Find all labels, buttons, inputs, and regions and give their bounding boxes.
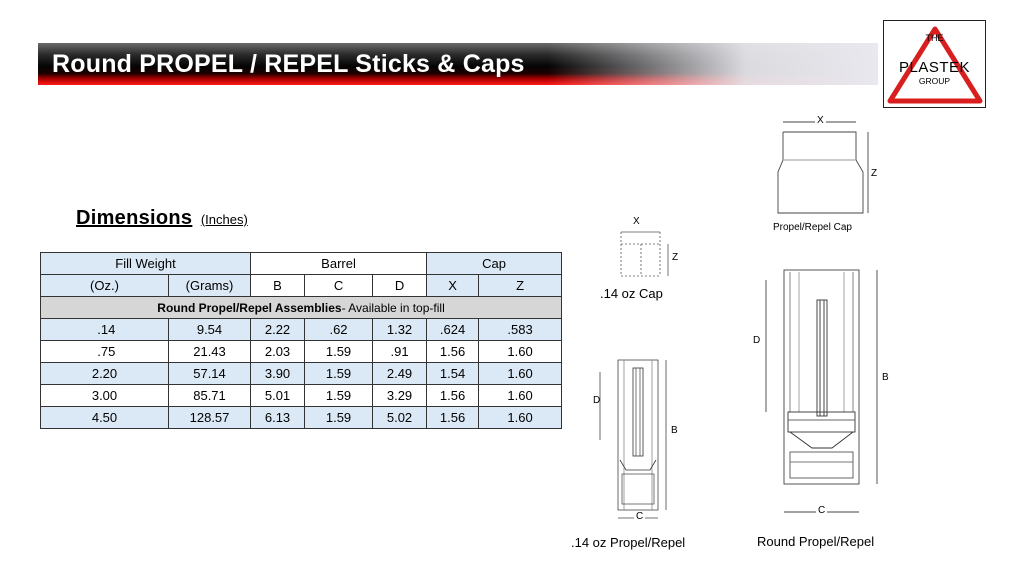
table-cell: 6.13: [251, 407, 305, 429]
small-cap-caption: .14 oz Cap: [600, 286, 663, 301]
round-cap-z-label: Z: [871, 168, 878, 179]
table-cell: 1.59: [305, 407, 373, 429]
table-cell: 1.60: [479, 341, 562, 363]
table-cell: 21.43: [169, 341, 251, 363]
b-header: B: [251, 275, 305, 297]
table-cell: 1.60: [479, 407, 562, 429]
table-cell: 5.02: [373, 407, 427, 429]
round-stick-d-label: D: [753, 335, 761, 346]
small-cap-drawing: [621, 232, 668, 276]
small-stick-d-label: D: [593, 395, 601, 406]
table-cell: .75: [41, 341, 169, 363]
cap-header: Cap: [427, 253, 562, 275]
barrel-header: Barrel: [251, 253, 427, 275]
table-cell: 2.22: [251, 319, 305, 341]
round-cap-drawing: [778, 122, 868, 213]
small-stick-drawing: [600, 360, 666, 518]
table-cell: 3.90: [251, 363, 305, 385]
z-header: Z: [479, 275, 562, 297]
logo-the: THE: [925, 33, 944, 43]
round-stick-b-label: B: [882, 372, 889, 383]
table-cell: 2.20: [41, 363, 169, 385]
section-note: - Available in top-fill: [341, 300, 445, 315]
table-cell: 1.56: [427, 341, 479, 363]
table-cell: 1.56: [427, 407, 479, 429]
table-cell: 4.50: [41, 407, 169, 429]
table-cell: 85.71: [169, 385, 251, 407]
table-cell: 5.01: [251, 385, 305, 407]
small-stick-c-label: C: [636, 511, 644, 522]
table-cell: .91: [373, 341, 427, 363]
small-cap-z-label: Z: [672, 252, 679, 263]
table-cell: .62: [305, 319, 373, 341]
table-cell: 3.00: [41, 385, 169, 407]
table-cell: 9.54: [169, 319, 251, 341]
small-cap-x-label: X: [633, 216, 640, 227]
round-cap-caption: Propel/Repel Cap: [773, 222, 852, 233]
table-cell: 1.60: [479, 385, 562, 407]
table-cell: 1.54: [427, 363, 479, 385]
dimensions-unit: (Inches): [200, 212, 248, 227]
round-stick-c-label: C: [818, 505, 826, 516]
table-cell: 2.03: [251, 341, 305, 363]
table-cell: 3.29: [373, 385, 427, 407]
d-header: D: [373, 275, 427, 297]
logo-group: GROUP: [918, 76, 951, 86]
table-cell: 1.59: [305, 385, 373, 407]
grams-header: (Grams): [169, 275, 251, 297]
table-cell: 57.14: [169, 363, 251, 385]
c-header: C: [305, 275, 373, 297]
table-cell: .624: [427, 319, 479, 341]
small-stick-caption: .14 oz Propel/Repel: [571, 535, 686, 550]
round-stick-drawing: [766, 270, 877, 512]
table-cell: 128.57: [169, 407, 251, 429]
page-title: Round PROPEL / REPEL Sticks & Caps: [52, 50, 525, 78]
table-cell: 2.49: [373, 363, 427, 385]
small-stick-b-label: B: [671, 425, 678, 436]
table-cell: .583: [479, 319, 562, 341]
table-cell: 1.59: [305, 363, 373, 385]
table-cell: 1.60: [479, 363, 562, 385]
round-stick-caption: Round Propel/Repel: [757, 534, 875, 549]
oz-header: (Oz.): [41, 275, 169, 297]
dimensions-title: Dimensions: [76, 207, 193, 229]
section-name: Round Propel/Repel Assemblies: [157, 300, 342, 315]
table-cell: 1.56: [427, 385, 479, 407]
table-cell: 1.32: [373, 319, 427, 341]
logo-name: PLASTEK: [898, 59, 971, 76]
fill-weight-header: Fill Weight: [41, 253, 251, 275]
table-cell: .14: [41, 319, 169, 341]
x-header: X: [427, 275, 479, 297]
round-cap-x-label: X: [817, 115, 824, 126]
table-cell: 1.59: [305, 341, 373, 363]
